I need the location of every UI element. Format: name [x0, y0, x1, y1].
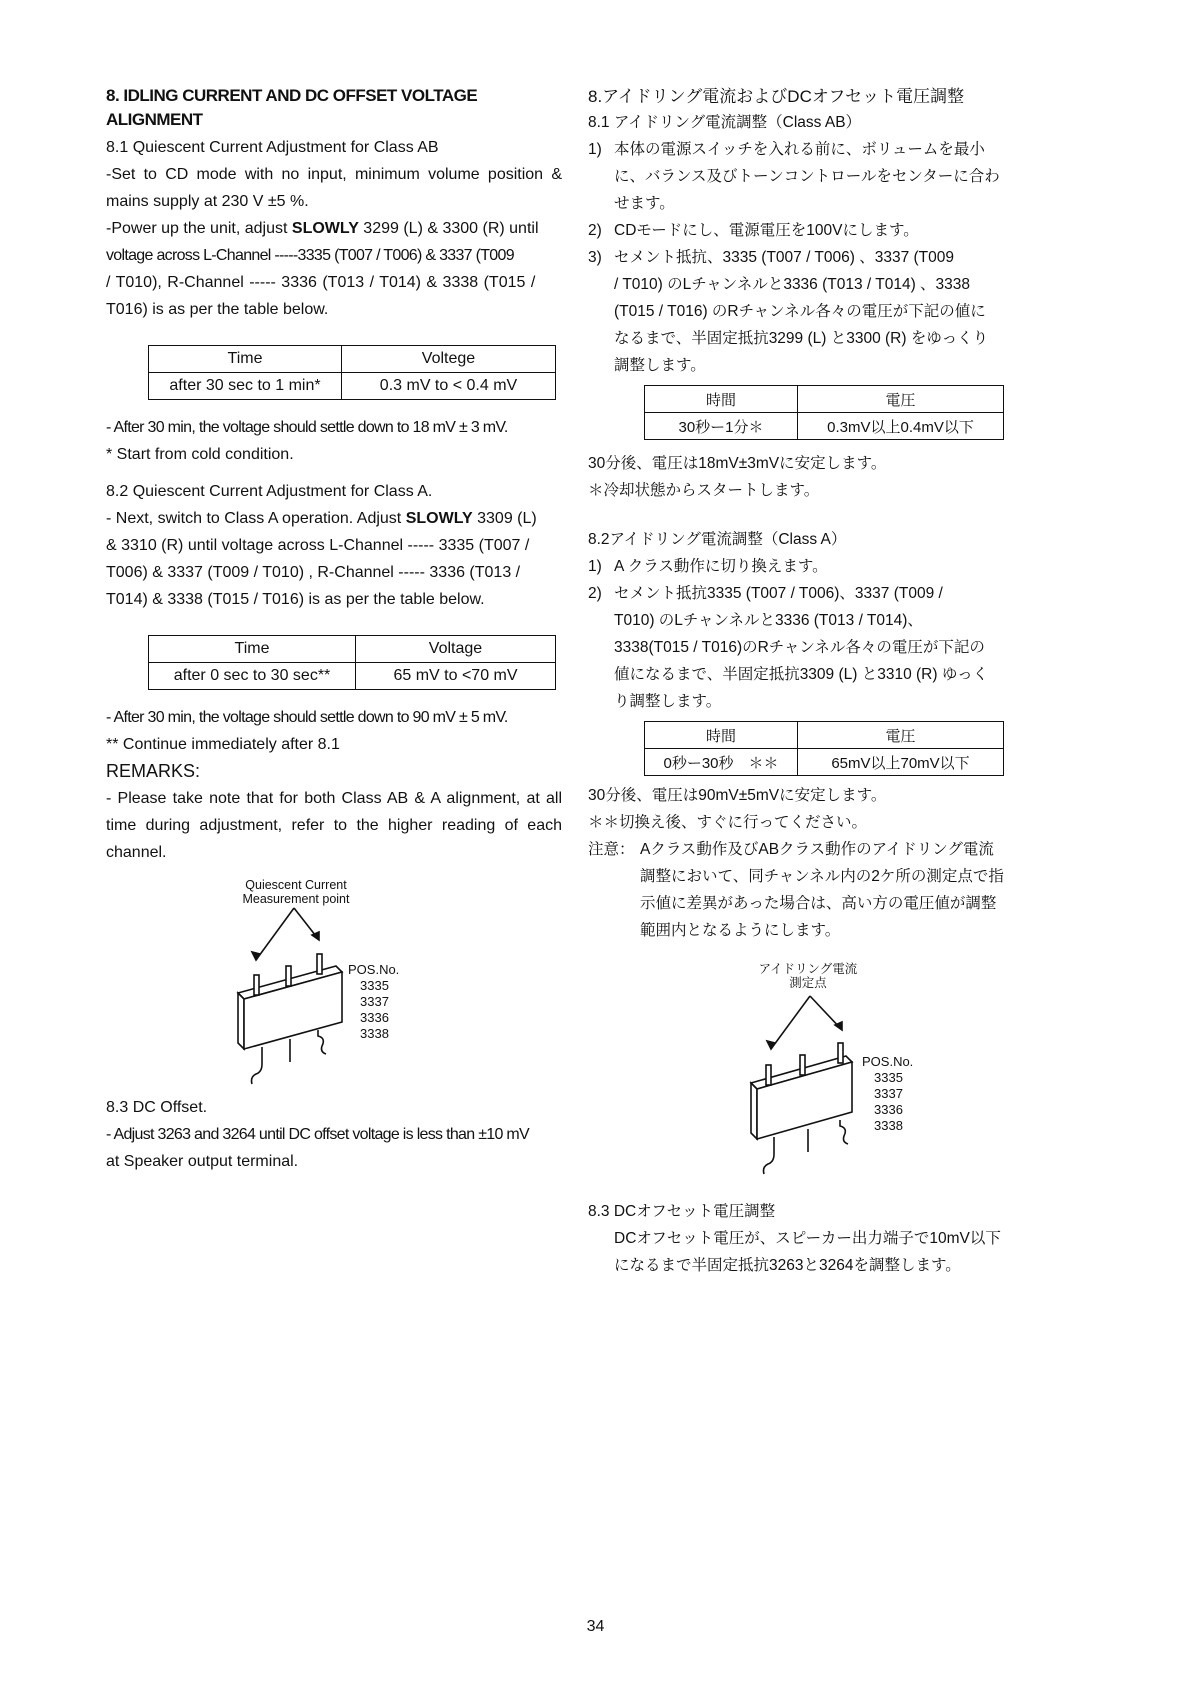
jp-s82-heading: 8.2アイドリング電流調整（Class A）	[588, 531, 847, 548]
s81-heading: 8.1 Quiescent Current Adjustment for Class AB	[106, 139, 439, 156]
page-number: 34	[586, 1618, 605, 1635]
figure-label-line-1: アイドリング電流	[758, 962, 858, 976]
s81-paragraph-2-line-1	[106, 215, 562, 242]
table-cell: 30秒ー1分＊	[645, 413, 798, 440]
jp-s82-item-1	[588, 553, 1058, 580]
jp-caution-cont: 調整において、同チャンネル内の2ケ所の測定点で指	[640, 868, 1004, 885]
remarks-text: - Please take note that for both Class AB & A alignment, at all time during adjustment, refer to the higher reading of each channel.	[106, 790, 562, 861]
jp-item-3-cont: なるまで、半固定抵抗3299 (L) と3300 (R) をゆっくり	[614, 330, 989, 347]
pos-number-list	[348, 962, 399, 1042]
s81-paragraph-2-line-4: T016) is as per the table below.	[106, 301, 329, 318]
pos-number: 3337	[874, 1086, 903, 1101]
table-header-row	[645, 386, 1004, 413]
s81-paragraph-2-line-3: / T010), R-Channel ----- 3336 (T013 / T014) & 3338 (T015 /	[106, 274, 536, 291]
table-cell: 0.3mV以上0.4mV以下	[798, 413, 1004, 440]
table-cell: after 0 sec to 30 sec**	[149, 663, 356, 690]
jp-item-1	[588, 136, 1058, 163]
jp-s82-item-2	[588, 580, 1058, 607]
list-number: 1)	[588, 141, 602, 158]
jp-measurement-point-figure	[588, 944, 1058, 1184]
table-header-cell: Voltage	[356, 636, 556, 663]
table-row	[149, 373, 556, 400]
jp-item-3-cont: / T010) のLチャンネルと3336 (T013 / T014) 、3338	[614, 276, 971, 293]
figure-label-line-2: 測定点	[789, 976, 827, 990]
jp-s82-item-2-cont: 値になるまで、半固定抵抗3309 (L) と3310 (R) ゆっく	[614, 666, 989, 683]
s81-paragraph-2-line-2: voltage across L-Channel -----3335 (T007 / T006) & 3337 (T009	[106, 247, 514, 264]
pos-number: 3338	[360, 1026, 389, 1041]
jp-s83-line-2: になるまで半固定抵抗3263と3264を調整します。	[614, 1257, 961, 1274]
s82-line-1-pre: - Next, switch to Class A operation. Adjust	[106, 510, 406, 527]
list-number: 3)	[588, 249, 602, 266]
s82-line-4: T014) & 3338 (T015 / T016) is as per the table below.	[106, 591, 485, 608]
resistor-diagram	[106, 866, 562, 1094]
s83-line-1: - Adjust 3263 and 3264 until DC offset voltage is less than ±10 mV	[106, 1126, 530, 1143]
table-header-row	[149, 636, 556, 663]
section-title: 8. IDLING CURRENT AND DC OFFSET VOLTAGE ALIGNMENT	[106, 86, 478, 129]
list-text: 本体の電源スイッチを入れる前に、ボリュームを最小	[614, 141, 985, 158]
jp-s82-note-2: ＊＊切換え後、すぐに行ってください。	[588, 814, 868, 831]
s82-line-1	[106, 505, 562, 532]
jp-s81-note-2: ＊冷却状態からスタートします。	[588, 482, 820, 499]
table-header-cell: Time	[149, 346, 342, 373]
table-cell: 0.3 mV to < 0.4 mV	[342, 373, 556, 400]
jp-caution-cont: 範囲内となるようにします。	[640, 922, 841, 939]
table-cell: after 30 sec to 1 min*	[149, 373, 342, 400]
s82-line-2: & 3310 (R) until voltage across L-Channel ----- 3335 (T007 /	[106, 537, 530, 554]
pos-title: POS.No.	[862, 1054, 914, 1069]
table-class-a	[148, 635, 556, 690]
table-header-cell: 電圧	[798, 722, 1004, 749]
table-row	[149, 663, 556, 690]
jp-s83-line-1: DCオフセット電圧が、スピーカー出力端子で10mV以下	[614, 1230, 1001, 1247]
table-header-cell: Time	[149, 636, 356, 663]
s81-paragraph-1: -Set to CD mode with no input, minimum volume position & mains supply at 230 V ±5 %.	[106, 166, 562, 210]
table-header-cell: 時間	[645, 722, 798, 749]
pos-number: 3336	[360, 1010, 389, 1025]
s82-note-1: - After 30 min, the voltage should settle down to 90 mV ± 5 mV.	[106, 709, 508, 726]
list-number: 2)	[588, 585, 602, 602]
jp-item-1-cont: に、バランス及びトーンコントロールをセンターに合わ	[614, 168, 1000, 185]
s81-note-2: * Start from cold condition.	[106, 446, 294, 463]
s82-heading: 8.2 Quiescent Current Adjustment for Class A.	[106, 483, 433, 500]
jp-table-class-a	[644, 721, 1004, 776]
jp-item-3-cont: 調整します。	[614, 357, 706, 374]
english-column	[106, 84, 562, 1175]
table-header-row	[645, 722, 1004, 749]
s82-line-1-bold: SLOWLY	[405, 510, 473, 527]
jp-caution	[588, 836, 1058, 863]
list-number: 1)	[588, 558, 602, 575]
jp-s82-item-2-cont: 3338(T015 / T016)のRチャンネル各々の電圧が下記の	[614, 639, 985, 656]
table-header-cell: 時間	[645, 386, 798, 413]
s81-p2-bold: SLOWLY	[291, 220, 359, 237]
jp-s82-note-1: 30分後、電圧は90mV±5mVに安定します。	[588, 787, 887, 804]
table-row	[645, 749, 1004, 776]
jp-item-3-cont: (T015 / T016) のRチャンネル各々の電圧が下記の値に	[614, 303, 986, 320]
s83-line-2: at Speaker output terminal.	[106, 1153, 299, 1170]
s81-note-1: - After 30 min, the voltage should settle down to 18 mV ± 3 mV.	[106, 419, 508, 436]
list-text: セメント抵抗3335 (T007 / T006)、3337 (T009 /	[614, 585, 943, 602]
jp-s82-item-2-cont: り調整します。	[614, 693, 722, 710]
s82-line-1-post: 3309 (L)	[472, 510, 537, 527]
pos-number: 3335	[874, 1070, 903, 1085]
table-class-ab	[148, 345, 556, 400]
table-header-cell: 電圧	[798, 386, 1004, 413]
figure-label-line-2: Measurement point	[242, 892, 350, 906]
pos-title: POS.No.	[348, 962, 400, 977]
s82-line-3: T006) & 3337 (T009 / T010) , R-Channel ----- 3336 (T013 /	[106, 564, 521, 581]
s82-note-2: ** Continue immediately after 8.1	[106, 736, 340, 753]
jp-s81-note-1: 30分後、電圧は18mV±3mVに安定します。	[588, 455, 887, 472]
jp-table-class-ab	[644, 385, 1004, 440]
pos-number: 3335	[360, 978, 389, 993]
jp-s82-item-2-cont: T010) のLチャンネルと3336 (T013 / T014)、	[614, 612, 923, 629]
remarks-heading: REMARKS:	[106, 761, 201, 781]
pos-number: 3338	[874, 1118, 903, 1133]
jp-s81-heading: 8.1 アイドリング電流調整（Class AB）	[588, 114, 862, 131]
list-number: 2)	[588, 222, 602, 239]
s81-p2-post: 3299 (L) & 3300 (R) until	[358, 220, 539, 237]
jp-item-2	[588, 217, 1058, 244]
table-cell: 0秒ー30秒 ＊＊	[645, 749, 798, 776]
japanese-column	[588, 84, 1058, 1279]
jp-s83-heading: 8.3 DCオフセット電圧調整	[588, 1203, 776, 1220]
caution-label: 注意：	[588, 841, 635, 858]
jp-caution-cont: 示値に差異があった場合は、高い方の電圧値が調整	[640, 895, 997, 912]
measurement-point-figure	[106, 866, 562, 1094]
table-cell: 65 mV to <70 mV	[356, 663, 556, 690]
figure-label-line-1: Quiescent Current	[245, 878, 347, 892]
jp-item-3	[588, 244, 1058, 271]
table-header-row	[149, 346, 556, 373]
s81-p2-pre: -Power up the unit, adjust	[106, 220, 292, 237]
list-text: セメント抵抗、3335 (T007 / T006) 、3337 (T009	[614, 249, 954, 266]
jp-resistor-diagram	[588, 944, 1058, 1184]
caution-text: Aクラス動作及びABクラス動作のアイドリング電流	[640, 841, 994, 858]
table-row	[645, 413, 1004, 440]
table-header-cell: Voltege	[342, 346, 556, 373]
table-cell: 65mV以上70mV以下	[798, 749, 1004, 776]
pos-number: 3336	[874, 1102, 903, 1117]
s83-heading: 8.3 DC Offset.	[106, 1099, 208, 1116]
jp-section-title: 8.アイドリング電流およびDCオフセット電圧調整	[588, 87, 965, 106]
jp-pos-number-list	[862, 1054, 913, 1134]
list-text: CDモードにし、電源電圧を100Vにします。	[614, 222, 919, 239]
jp-item-1-cont: せます。	[614, 195, 675, 212]
pos-number: 3337	[360, 994, 389, 1009]
list-text: A クラス動作に切り換えます。	[614, 558, 828, 575]
